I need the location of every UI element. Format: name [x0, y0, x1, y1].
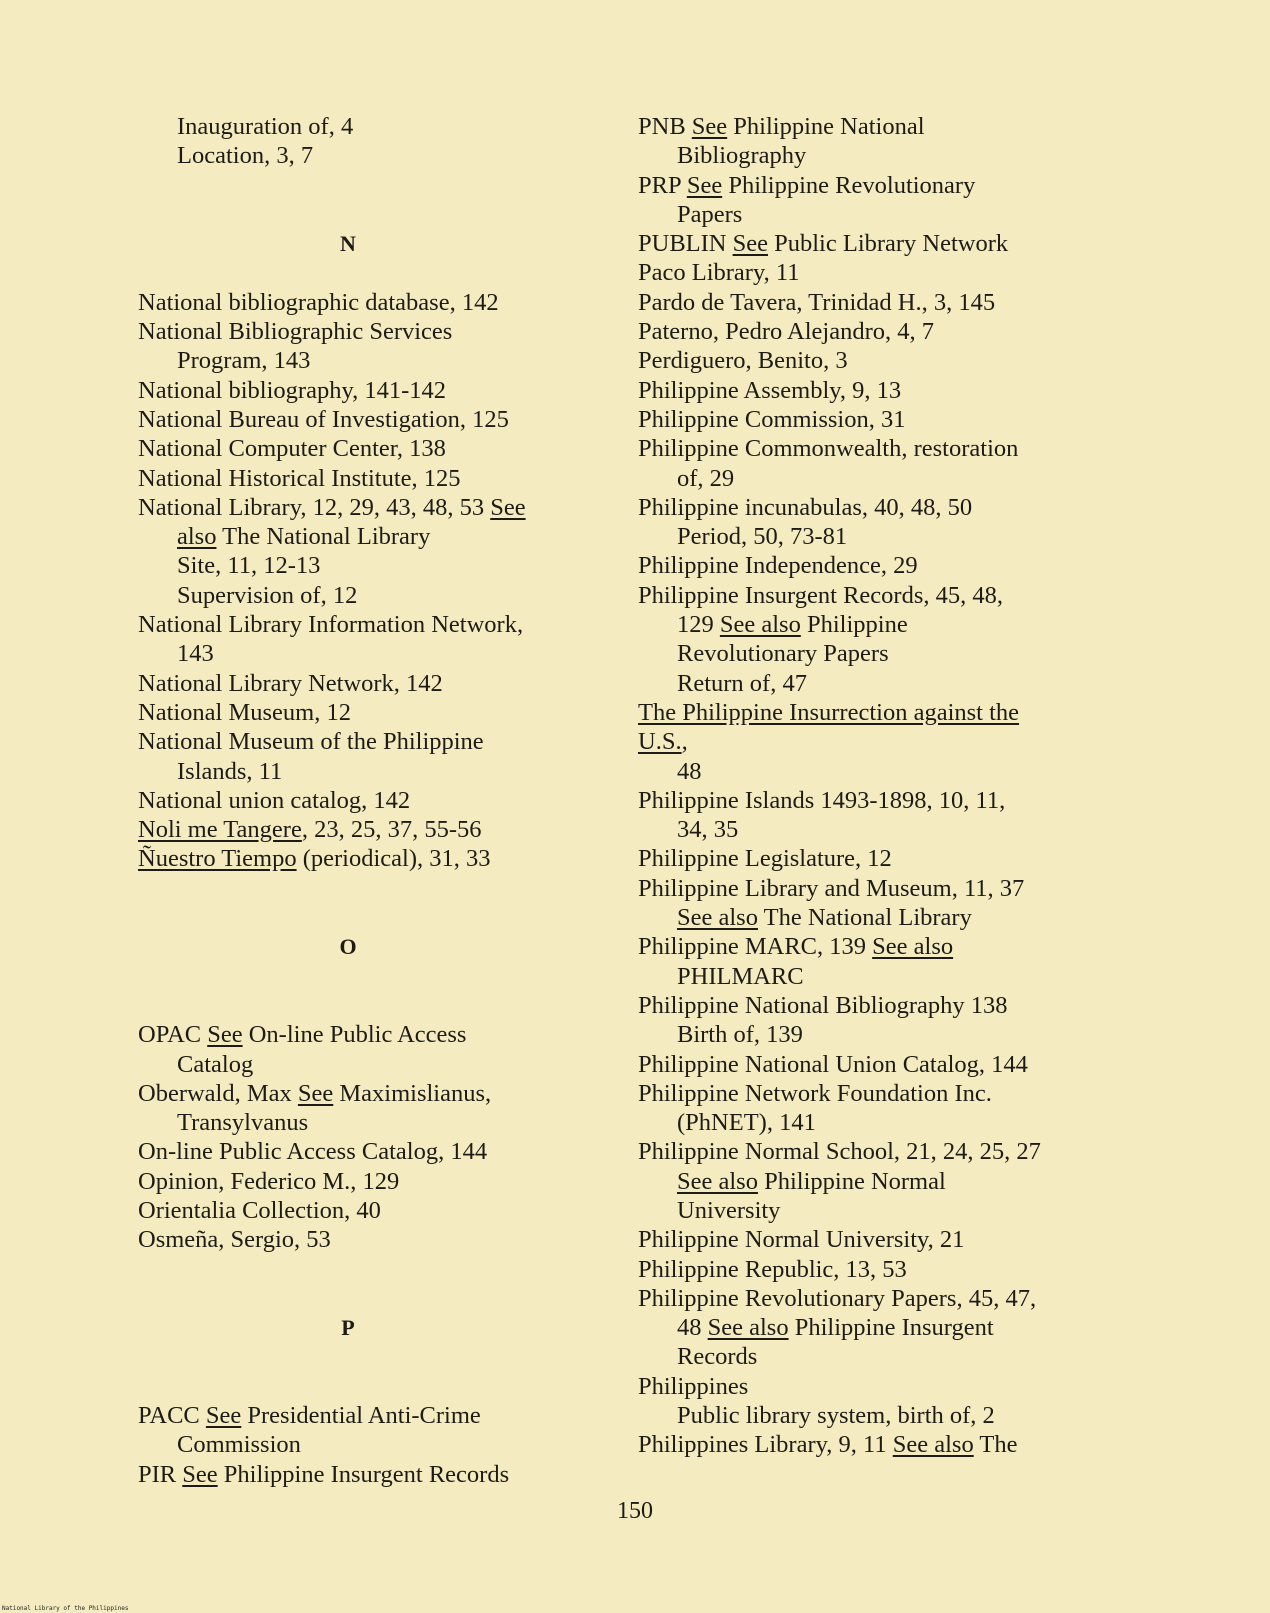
index-entry [638, 1255, 1078, 1284]
entry-text: Period, 50, 73-81 [677, 523, 848, 551]
index-subentry [638, 669, 1078, 698]
entry-text: On-line Public Access [242, 1021, 467, 1049]
entry-text: Public Library Network [767, 230, 1009, 258]
entry-text: Philippine Library and Museum, 11, 37 [638, 874, 1025, 902]
index-entry [138, 288, 578, 317]
cross-reference: See also [677, 1167, 758, 1195]
section-letter: P [341, 1315, 355, 1341]
index-entry [138, 493, 578, 522]
index-subentry [638, 757, 1078, 786]
index-entry [138, 610, 578, 639]
index-subentry [138, 141, 578, 170]
index-entry [638, 1225, 1078, 1254]
index-entry [138, 1137, 578, 1166]
entry-text: Transylvanus [177, 1109, 309, 1137]
entry-text: Orientalia Collection, 40 [138, 1196, 381, 1224]
entry-text: , 23, 25, 37, 55-56 [301, 816, 482, 844]
entry-text: Philippine Normal University, 21 [638, 1226, 965, 1254]
index-subentry [638, 200, 1078, 229]
index-entry [638, 1137, 1078, 1166]
cross-reference: See also [677, 904, 758, 932]
index-column-right [638, 112, 1078, 1460]
entry-text: (PhNET), 141 [677, 1109, 816, 1137]
entry-text: Records [677, 1343, 758, 1371]
index-entry [138, 317, 578, 346]
index-subentry [638, 522, 1078, 551]
entry-text: The National Library [757, 904, 972, 932]
cross-reference: See [732, 230, 768, 258]
entry-text: Commission [177, 1431, 301, 1459]
entry-text: PHILMARC [677, 962, 804, 990]
index-entry [138, 844, 578, 873]
entry-text: OPAC [138, 1021, 208, 1049]
entry-text: of, 29 [677, 464, 735, 492]
entry-text: Bibliography [677, 142, 807, 170]
index-subentry [138, 1108, 578, 1137]
index-subentry [638, 1342, 1078, 1371]
entry-text: National bibliographic database, 142 [138, 288, 499, 316]
index-entry [638, 1050, 1078, 1079]
index-subentry [138, 112, 578, 141]
index-subentry [638, 1401, 1078, 1430]
entry-text: Philippine Republic, 13, 53 [638, 1255, 907, 1283]
entry-text: Philippine MARC, 139 [638, 933, 873, 961]
index-entry [638, 874, 1078, 903]
entry-text: The National Library [216, 523, 431, 551]
entry-text: PNB [638, 113, 692, 140]
index-entry [138, 1401, 578, 1430]
index-entry [138, 815, 578, 844]
entry-text: Revolutionary Papers [677, 640, 889, 668]
entry-text: PIR [138, 1460, 183, 1488]
entry-text: PRP [638, 171, 687, 199]
entry-text: On-line Public Access Catalog, 144 [138, 1138, 488, 1166]
entry-text: Pardo de Tavera, Trinidad H., 3, 145 [638, 288, 996, 316]
entry-text: Philippine Network Foundation Inc. [638, 1079, 992, 1107]
index-entry [638, 932, 1078, 961]
cross-reference: The Philippine Insurrection against the [638, 698, 1020, 726]
index-subentry [138, 522, 578, 551]
index-subentry [138, 581, 578, 610]
cross-reference: See also [719, 611, 801, 639]
entry-text: Philippine National Union Catalog, 144 [638, 1050, 1028, 1078]
entry-text: Birth of, 139 [677, 1021, 803, 1049]
index-entry [638, 376, 1078, 405]
cross-reference: See [686, 171, 723, 199]
index-entry [638, 581, 1078, 610]
entry-text: National Bibliographic Services [138, 318, 453, 346]
entry-text: National Historical Institute, 125 [138, 464, 461, 492]
cross-reference: Ñuestro Tiempo [138, 845, 297, 873]
index-subentry [638, 1108, 1078, 1137]
index-entry [138, 1020, 578, 1049]
index-subentry [638, 815, 1078, 844]
index-entry [638, 405, 1078, 434]
entry-text: Presidential Anti-Crime [241, 1402, 481, 1430]
index-entry [138, 786, 578, 815]
entry-text: 34, 35 [677, 816, 739, 844]
index-subentry [638, 141, 1078, 170]
index-entry [638, 698, 1078, 727]
entry-text: Paco Library, 11 [638, 259, 800, 287]
entry-text: Location, 3, 7 [177, 142, 314, 170]
index-entry [138, 376, 578, 405]
index-entry [638, 1079, 1078, 1108]
entry-text: Philippine Assembly, 9, 13 [638, 376, 902, 404]
entry-text: Philippine Islands 1493-1898, 10, 11, [638, 786, 1006, 814]
index-subentry [638, 610, 1078, 639]
entry-text: Philippine Revolutionary [722, 171, 976, 199]
index-entry [638, 1430, 1078, 1459]
entry-text: National union catalog, 142 [138, 786, 411, 814]
index-subentry [638, 1167, 1078, 1196]
entry-text: National Library Network, 142 [138, 669, 443, 697]
index-entry [638, 346, 1078, 375]
index-column-left [138, 112, 578, 1489]
spacer [138, 1255, 578, 1314]
index-entry [638, 493, 1078, 522]
index-entry [638, 844, 1078, 873]
entry-text: Opinion, Federico M., 129 [138, 1167, 400, 1195]
entry-text: National Library Information Network, [138, 611, 524, 639]
entry-text: Philippines Library, 9, 11 [638, 1431, 893, 1459]
index-entry [138, 405, 578, 434]
entry-text: PUBLIN [638, 230, 733, 258]
entry-text: Papers [677, 200, 743, 228]
index-subentry [638, 962, 1078, 991]
index-subentry [638, 1313, 1078, 1342]
cross-reference: Noli me Tangere [138, 816, 302, 844]
index-subentry [138, 1430, 578, 1459]
entry-text: National Museum of the Philippine [138, 728, 484, 756]
index-entry [638, 786, 1078, 815]
entry-text: Supervision of, 12 [177, 581, 358, 609]
index-entry [138, 727, 578, 756]
index-subentry [638, 903, 1078, 932]
footer-note: National Library of the Philippines [2, 1605, 129, 1612]
entry-text: National Museum, 12 [138, 698, 351, 726]
entry-text: Return of, 47 [677, 669, 807, 697]
index-entry [138, 1225, 578, 1254]
entry-text: National Computer Center, 138 [138, 435, 446, 463]
entry-text: Osmeña, Sergio, 53 [138, 1226, 331, 1254]
index-entry [638, 229, 1078, 258]
cross-reference: See also [872, 933, 954, 961]
index-subentry [638, 464, 1078, 493]
section-letter: O [339, 934, 357, 960]
entry-text: Philippine National [727, 113, 925, 140]
entry-text: National Library, 12, 29, 43, 48, 53 [138, 493, 491, 521]
index-subentry [138, 1050, 578, 1079]
cross-reference: See [490, 493, 526, 521]
entry-text: Catalog [177, 1050, 254, 1078]
spacer [138, 171, 578, 230]
index-subentry [638, 1020, 1078, 1049]
cross-reference: See also [892, 1431, 974, 1459]
entry-text: Philippines [638, 1372, 749, 1400]
entry-text: Philippine Commission, 31 [638, 405, 906, 433]
entry-text: Philippine Revolutionary Papers, 45, 47, [638, 1284, 1037, 1312]
index-subentry [138, 757, 578, 786]
entry-text: PACC [138, 1402, 206, 1430]
entry-text: Inauguration of, 4 [177, 113, 354, 140]
entry-text: National bibliography, 141-142 [138, 376, 447, 404]
spacer [138, 1342, 578, 1401]
entry-text: 143 [177, 640, 214, 668]
entry-text: Philippine Commonwealth, restoration [638, 435, 1019, 463]
cross-reference: See [205, 1402, 242, 1430]
entry-text: , [681, 728, 688, 756]
index-subentry [138, 551, 578, 580]
entry-text: Paterno, Pedro Alejandro, 4, 7 [638, 318, 934, 346]
index-entry [138, 1196, 578, 1225]
entry-text: Philippine Insurgent Records, 45, 48, [638, 581, 1003, 609]
section-letter: N [340, 231, 356, 257]
cross-reference: See [207, 1021, 243, 1049]
entry-text: University [677, 1196, 781, 1224]
index-entry [638, 551, 1078, 580]
entry-text: Islands, 11 [177, 757, 283, 785]
index-entry [638, 727, 1078, 756]
index-subentry [138, 346, 578, 375]
spacer [138, 258, 578, 287]
index-entry [638, 434, 1078, 463]
cross-reference: also [177, 523, 217, 551]
index-entry [138, 1460, 578, 1489]
entry-text: Philippine Independence, 29 [638, 552, 918, 580]
entry-text: Philippine Legislature, 12 [638, 845, 892, 873]
index-entry [638, 317, 1078, 346]
entry-text: National Bureau of Investigation, 125 [138, 405, 509, 433]
entry-text: Philippine Normal School, 21, 24, 25, 27 [638, 1138, 1041, 1166]
index-entry [138, 698, 578, 727]
index-entry [138, 1167, 578, 1196]
entry-text: 129 [677, 611, 720, 639]
entry-text: Program, 143 [177, 347, 311, 375]
cross-reference: See [297, 1079, 334, 1107]
entry-text: The [973, 1431, 1018, 1459]
entry-text: Oberwald, Max [138, 1079, 298, 1107]
index-subentry [638, 1196, 1078, 1225]
index-entry [638, 288, 1078, 317]
entry-text: Public library system, birth of, 2 [677, 1402, 995, 1430]
spacer [138, 962, 578, 1021]
entry-text: Site, 11, 12-13 [177, 552, 321, 580]
index-entry [138, 669, 578, 698]
index-entry [138, 464, 578, 493]
entry-text: 48 [677, 757, 702, 785]
cross-reference: See [182, 1460, 218, 1488]
entry-text: Perdiguero, Benito, 3 [638, 347, 848, 375]
entry-text: Maximislianus, [333, 1079, 492, 1107]
spacer [138, 874, 578, 933]
entry-text: Philippine [800, 611, 908, 639]
index-entry [638, 991, 1078, 1020]
page-number: 150 [617, 1498, 653, 1524]
index-entry [138, 434, 578, 463]
cross-reference: U.S. [638, 728, 682, 756]
index-entry [638, 171, 1078, 200]
cross-reference: See also [707, 1314, 789, 1342]
index-subentry [638, 639, 1078, 668]
cross-reference: See [691, 113, 728, 140]
index-entry [638, 258, 1078, 287]
index-entry [638, 112, 1078, 141]
entry-text: Philippine incunabulas, 40, 48, 50 [638, 493, 973, 521]
entry-text: Philippine National Bibliography 138 [638, 991, 1008, 1019]
entry-text: Philippine Insurgent Records [217, 1460, 510, 1488]
entry-text: (periodical), 31, 33 [296, 845, 491, 873]
entry-text: Philippine Normal [757, 1167, 946, 1195]
entry-text: 48 [677, 1314, 708, 1342]
entry-text: Philippine Insurgent [788, 1314, 994, 1342]
index-entry [138, 1079, 578, 1108]
index-entry [638, 1284, 1078, 1313]
index-subentry [138, 639, 578, 668]
index-entry [638, 1372, 1078, 1401]
